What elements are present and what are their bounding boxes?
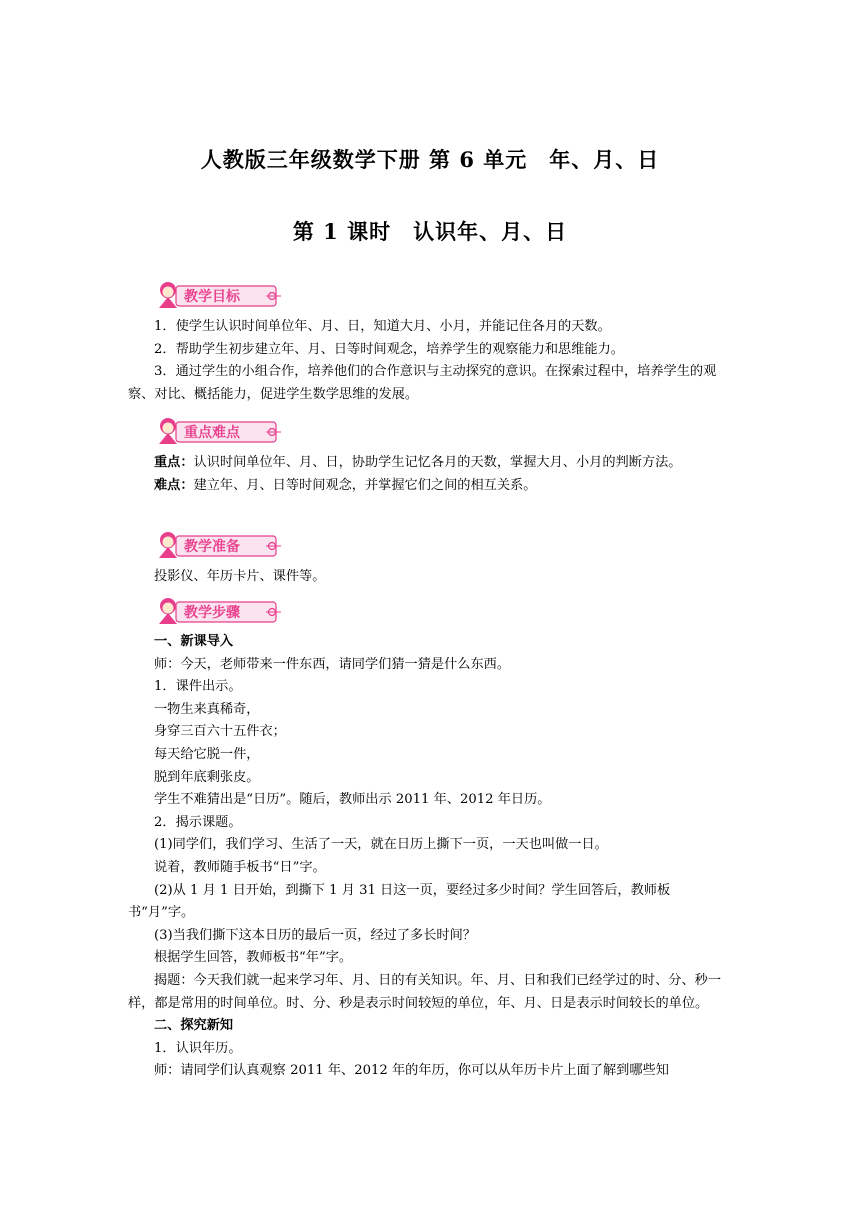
- section-badge-goals: [154, 280, 284, 310]
- section-badge-key: [154, 416, 284, 446]
- paragraph: 师：今天，老师带来一件东西，请同学们猜一猜是什么东西。: [154, 656, 511, 672]
- paragraph: 师：请同学们认真观察 2011 年、2012 年的年历，你可以从年历卡片上面了解到哪些知: [154, 1063, 669, 1079]
- document-title: 人教版三年级数学下册 第 6 单元 年、月、日: [200, 147, 660, 172]
- prep-text: 投影仪、年历卡片、课件等。: [154, 569, 326, 584]
- girl-mascot-icon: [159, 282, 177, 308]
- paragraph: (2)从 1 月 1 日开始，到撕下 1 月 31 日这一页，要经过多少时间？学生回答后，教师板书“月”字。: [128, 882, 671, 921]
- difficulty-text: 建立年、月、日等时间观念，并掌握它们之间的相互关系。: [193, 477, 537, 493]
- badge-label-prep: 教学准备: [184, 539, 240, 555]
- difficulty-label: 难点：: [154, 477, 194, 493]
- key-points: [128, 452, 734, 497]
- section-badge-steps: [154, 596, 284, 626]
- paragraph: (3)当我们撕下这本日历的最后一页，经过了多长时间？: [154, 927, 476, 943]
- paragraph: 1．认识年历。: [154, 1040, 242, 1056]
- goal-item: 3．通过学生的小组合作，培养他们的合作意识与主动探究的意识。在探索过程中，培养学生的观察、对比、概括能力，促进学生数学思维的发展。: [128, 364, 717, 402]
- key-text: 认识时间单位年、月、日，协助学生记忆各月的天数，掌握大月、小月的判断方法。: [193, 455, 682, 470]
- paragraph: 说着，教师随手板书“日”字。: [154, 859, 326, 875]
- steps-section: [128, 631, 734, 1083]
- paragraph: (1)同学们，我们学习、生活了一天，就在日历上撕下一页，一天也叫做一日。: [154, 837, 608, 853]
- girl-mascot-icon: [159, 532, 177, 558]
- lesson-subtitle: 第 1 课时 认识年、月、日: [292, 219, 568, 244]
- paragraph: 1．课件出示。: [154, 679, 242, 695]
- key-label: 重点：: [154, 455, 194, 470]
- badge-label-key: 重点难点: [184, 425, 240, 441]
- goal-item: 2．帮助学生初步建立年、月、日等时间观念，培养学生的观察能力和思维能力。: [154, 341, 624, 357]
- section-badge-prep: [154, 530, 284, 560]
- prep-section: [128, 566, 734, 589]
- riddle-line: 脱到年底剩张皮。: [154, 769, 260, 785]
- goals-list: [128, 316, 734, 406]
- badge-label-steps: 教学步骤: [184, 605, 240, 621]
- goal-item: 1．使学生认识时间单位年、月、日，知道大月、小月，并能记住各月的天数。: [154, 319, 611, 334]
- paragraph: 揭题：今天我们就一起来学习年、月、日的有关知识。年、月、日和我们已经学过的时、分、秒一样，都是常用的时间单位。时、分、秒是表示时间较短的单位，年、月、日是表示时间较长的单位。: [128, 972, 722, 1011]
- paragraph: 根据学生回答，教师板书“年”字。: [154, 950, 353, 966]
- section-heading: 一、新课导入: [154, 634, 234, 649]
- girl-mascot-icon: [159, 598, 177, 624]
- difficulty-point: [128, 475, 734, 498]
- girl-mascot-icon: [159, 418, 177, 444]
- riddle-line: 每天给它脱一件，: [154, 746, 260, 762]
- paragraph: 学生不难猜出是“日历”。随后，教师出示 2011 年、2012 年日历。: [154, 792, 551, 808]
- section-heading: 二、探究新知: [154, 1018, 234, 1034]
- paragraph: 2．揭示课题。: [154, 814, 242, 830]
- riddle-line: 一物生来真稀奇，: [154, 701, 260, 717]
- key-point: [128, 452, 734, 475]
- badge-label-goals: 教学目标: [184, 289, 240, 305]
- riddle-line: 身穿三百六十五件衣；: [154, 724, 286, 740]
